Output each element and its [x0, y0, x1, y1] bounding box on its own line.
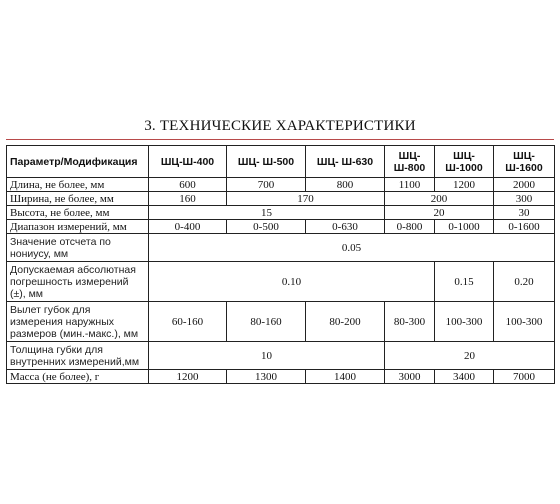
cell: 20 [385, 342, 555, 370]
cell: 1300 [227, 370, 306, 384]
row-label: Толщина губки для внутренних измерений,мм [7, 342, 149, 370]
cell: 800 [306, 178, 385, 192]
header-m1000: ШЦ-Ш-1000 [435, 146, 494, 178]
table-row [7, 302, 555, 342]
header-param: Параметр/Модификация [7, 146, 149, 178]
cell: 0-630 [306, 220, 385, 234]
header-m1600: ШЦ-Ш-1600 [494, 146, 555, 178]
cell: 0-800 [385, 220, 435, 234]
table-row [7, 370, 555, 384]
table-row [7, 206, 555, 220]
row-label: Диапазон измерений, мм [7, 220, 149, 234]
cell: 0.05 [149, 234, 555, 262]
row-label: Масса (не более), г [7, 370, 149, 384]
cell: 30 [494, 206, 555, 220]
cell: 0.20 [494, 262, 555, 302]
cell: 200 [385, 192, 494, 206]
cell: 700 [227, 178, 306, 192]
cell: 0-400 [149, 220, 227, 234]
cell: 0.10 [149, 262, 435, 302]
row-label: Допускаемая абсолютная погрешность измерений (±), мм [7, 262, 149, 302]
cell: 1200 [435, 178, 494, 192]
header-m400: ШЦ-Ш-400 [149, 146, 227, 178]
cell: 60-160 [149, 302, 227, 342]
cell: 100-300 [494, 302, 555, 342]
row-label: Ширина, не более, мм [7, 192, 149, 206]
cell: 7000 [494, 370, 555, 384]
cell: 1100 [385, 178, 435, 192]
header-row [7, 146, 555, 178]
table-row [7, 234, 555, 262]
cell: 3400 [435, 370, 494, 384]
table-row [7, 342, 555, 370]
table-row [7, 192, 555, 206]
row-label: Длина, не более, мм [7, 178, 149, 192]
cell: 160 [149, 192, 227, 206]
cell: 300 [494, 192, 555, 206]
cell: 15 [149, 206, 385, 220]
cell: 600 [149, 178, 227, 192]
table-row [7, 220, 555, 234]
specs-table [6, 145, 555, 384]
cell: 80-300 [385, 302, 435, 342]
title-underline [6, 139, 554, 140]
cell: 2000 [494, 178, 555, 192]
header-m800: ШЦ-Ш-800 [385, 146, 435, 178]
table-row [7, 178, 555, 192]
section-title: 3. ТЕХНИЧЕСКИЕ ХАРАКТЕРИСТИКИ [144, 118, 416, 134]
cell: 80-200 [306, 302, 385, 342]
row-label: Значение отсчета по нониусу, мм [7, 234, 149, 262]
cell: 100-300 [435, 302, 494, 342]
cell: 170 [227, 192, 385, 206]
cell: 0-1000 [435, 220, 494, 234]
table-row [7, 262, 555, 302]
header-m630: ШЦ- Ш-630 [306, 146, 385, 178]
header-m500: ШЦ- Ш-500 [227, 146, 306, 178]
cell: 0-1600 [494, 220, 555, 234]
cell: 0.15 [435, 262, 494, 302]
cell: 3000 [385, 370, 435, 384]
cell: 80-160 [227, 302, 306, 342]
row-label: Высота, не более, мм [7, 206, 149, 220]
cell: 20 [385, 206, 494, 220]
cell: 1200 [149, 370, 227, 384]
row-label: Вылет губок для измерения наружных размеров (мин.-макс.), мм [7, 302, 149, 342]
cell: 0-500 [227, 220, 306, 234]
cell: 10 [149, 342, 385, 370]
cell: 1400 [306, 370, 385, 384]
